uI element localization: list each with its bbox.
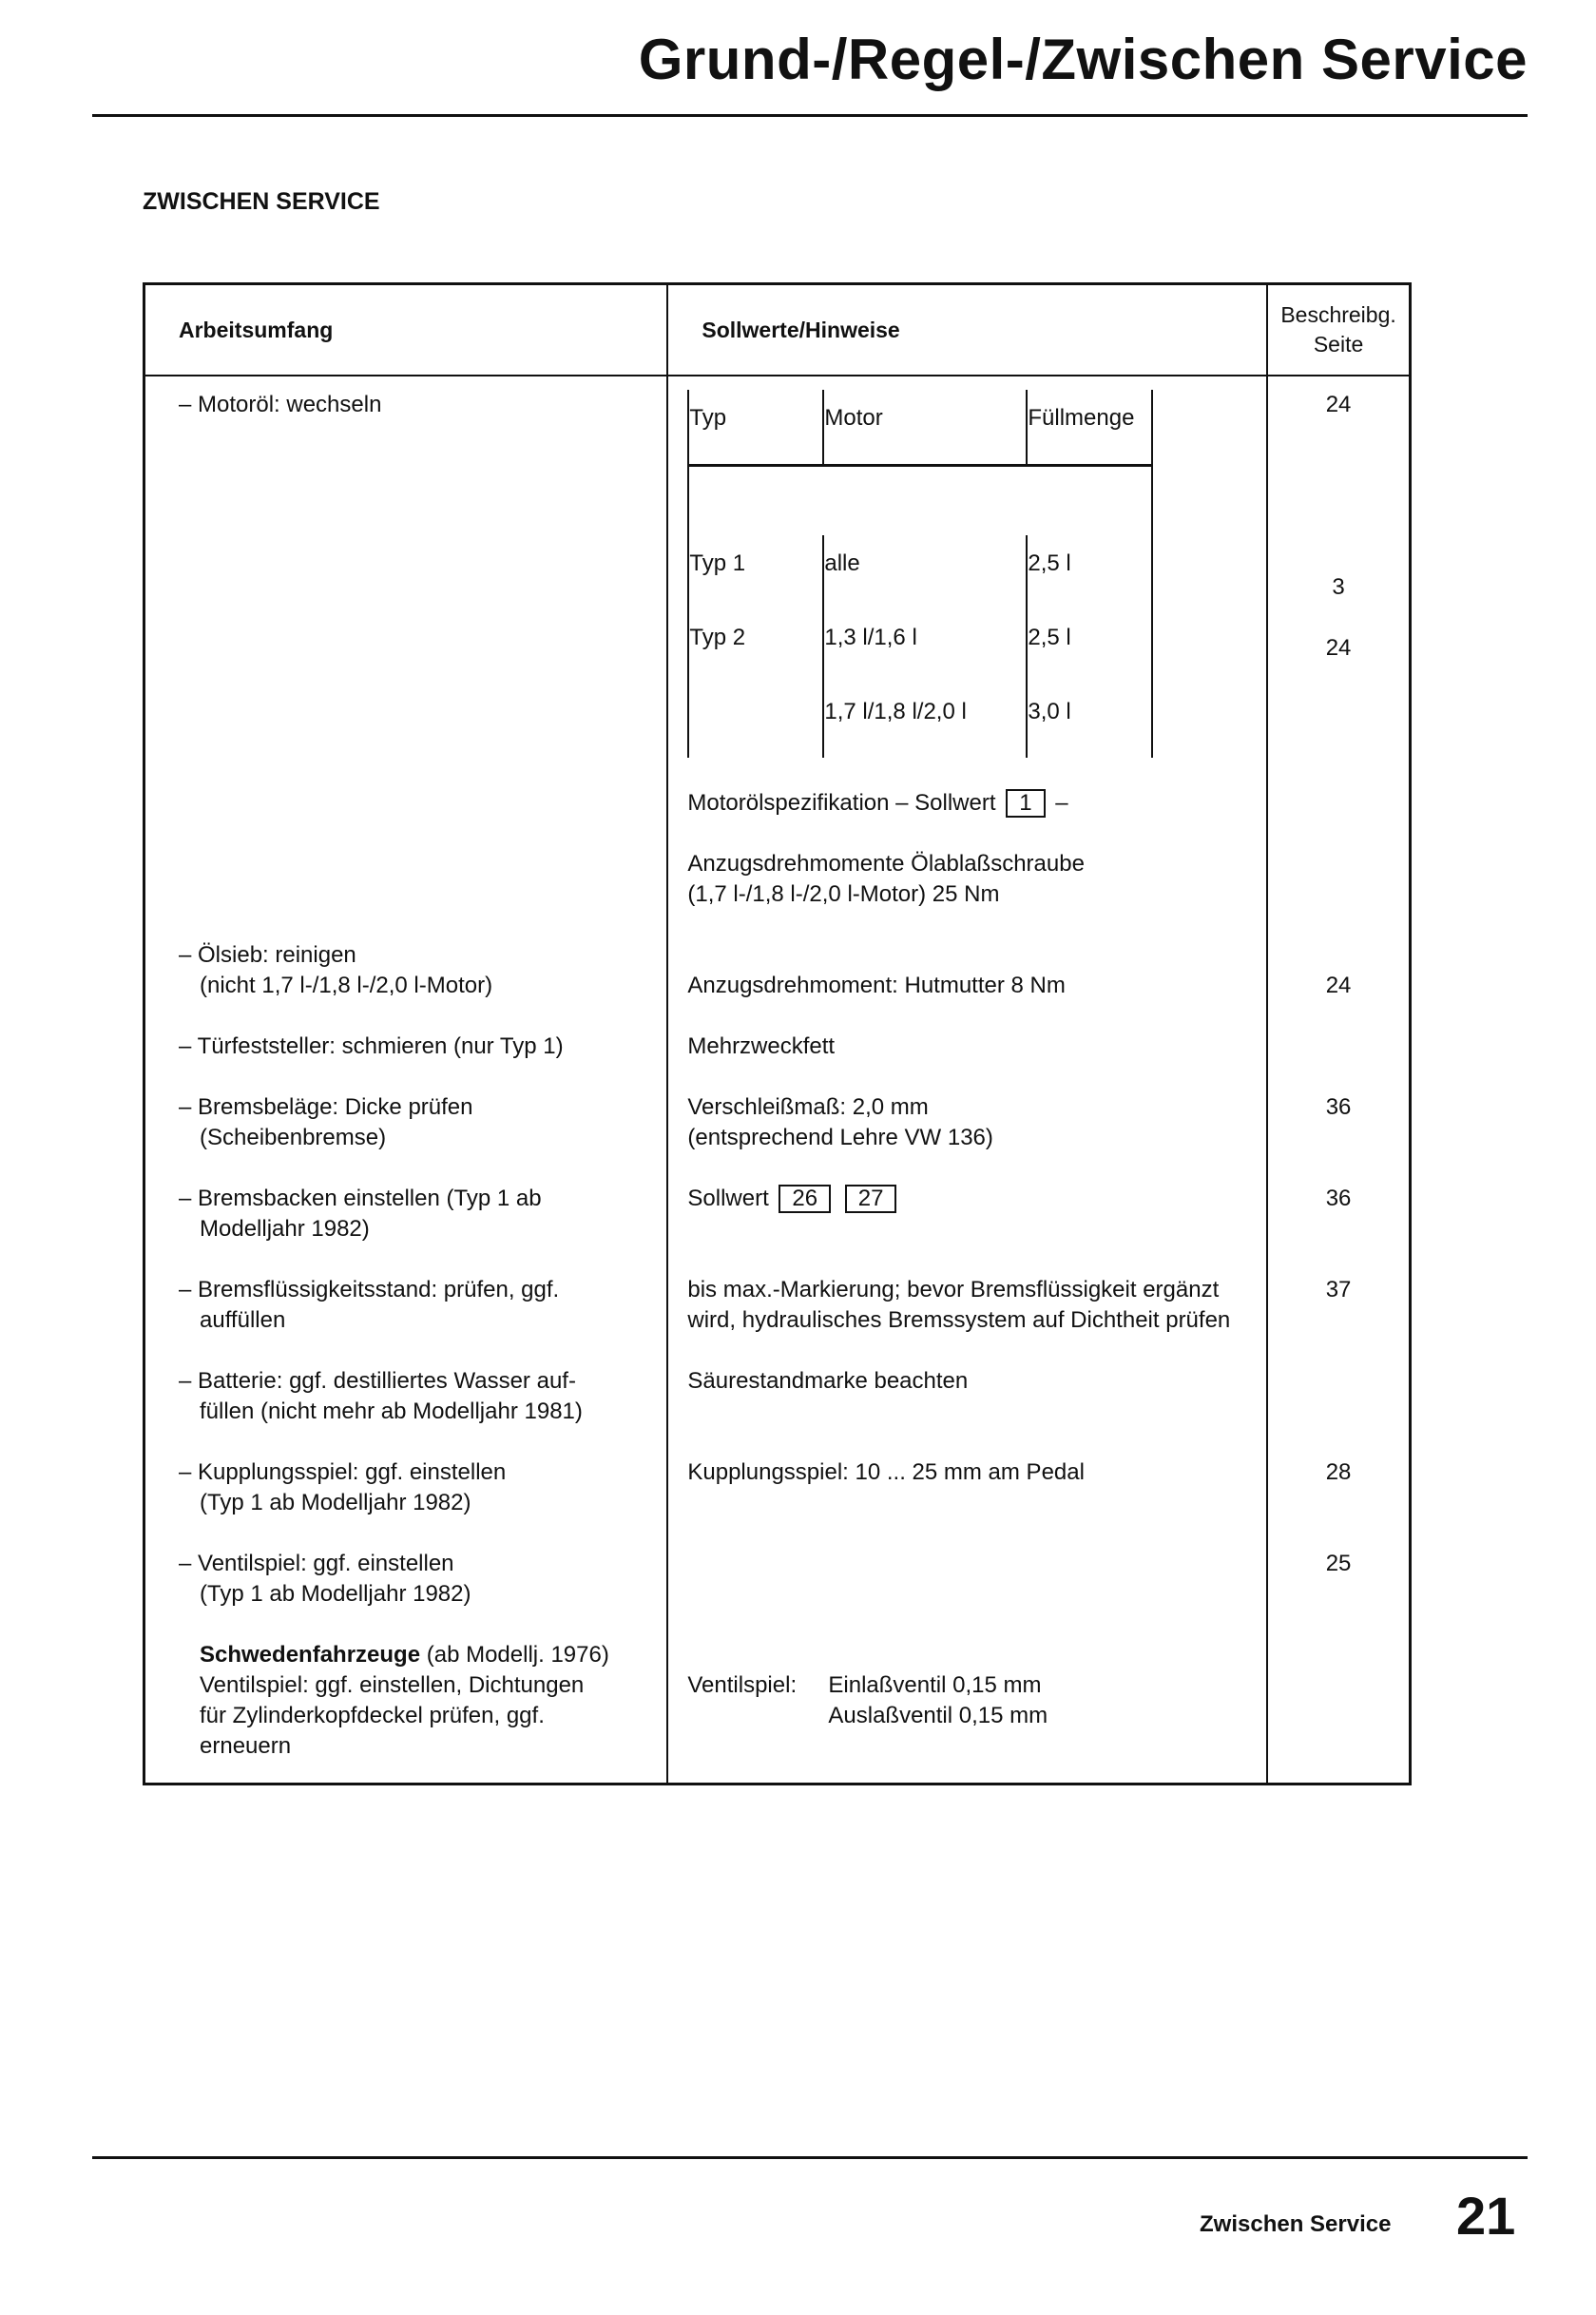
table-row-sweden (144, 1640, 1411, 1784)
table-row-sieve (144, 940, 1411, 1032)
fluid-spec-line1: bis max.-Markierung; bevor Bremsflüssigkeit ergänzt (687, 1277, 1220, 1302)
fluid-page-number: 37 (1325, 1277, 1352, 1302)
shoes-work (144, 1184, 668, 1275)
table-row-battery (144, 1366, 1411, 1457)
oil-row-typ (688, 684, 823, 758)
battery-work (144, 1366, 668, 1457)
oil-table-head (688, 390, 1152, 466)
pads-spec-line1: Verschleißmaß: 2,0 mm (687, 1094, 929, 1120)
sweden-work-bold: Schwedenfahrzeuge (200, 1642, 421, 1668)
sweden-work-rest: (ab Modellj. 1976) (420, 1642, 609, 1668)
page-title: Grund-/Regel-/Zwischen Service (638, 28, 1528, 91)
valve-page-number: 25 (1325, 1551, 1352, 1576)
header-spec: Sollwerte/Hinweise (667, 284, 1267, 376)
clutch-spec-text: Kupplungsspiel: 10 ... 25 mm am Pedal (687, 1459, 1085, 1485)
clutch-page (1267, 1457, 1410, 1549)
section-title: ZWISCHEN SERVICE (143, 188, 380, 215)
oil-torque-page: 24 (1325, 635, 1352, 661)
pads-work-line2: (Scheibenbremse) (200, 1125, 387, 1150)
oil-row-motor: 1,7 l/1,8 l/2,0 l (823, 684, 1027, 758)
oil-spec-page: 3 (1332, 574, 1345, 600)
sieve-spec-text: Anzugsdrehmoment: Hutmutter 8 Nm (687, 973, 1066, 998)
clutch-work-line2: (Typ 1 ab Modelljahr 1982) (200, 1490, 471, 1515)
oil-row-typ: Typ 1 (688, 535, 823, 609)
shoes-spec-box-1: 26 (779, 1185, 831, 1213)
sweden-work-line4: erneuern (200, 1733, 292, 1759)
fluid-spec-line2: wird, hydraulisches Bremssystem auf Dichtheit prüfen (687, 1307, 1231, 1333)
oil-torque (687, 849, 1262, 910)
shoes-work-line2: Modelljahr 1982) (200, 1216, 370, 1242)
pads-work (144, 1092, 668, 1184)
oil-row-menge: 3,0 l (1027, 684, 1152, 758)
sieve-work (144, 940, 668, 1032)
sweden-work (144, 1640, 668, 1784)
shoes-spec (667, 1184, 1267, 1275)
table-row-door (144, 1032, 1411, 1092)
door-work (144, 1032, 668, 1092)
battery-work-line1: – Batterie: ggf. destilliertes Wasser auf- (179, 1368, 576, 1394)
oil-row-menge: 2,5 l (1027, 609, 1152, 684)
oil-row-motor: 1,3 l/1,6 l (823, 609, 1027, 684)
fluid-work-line1: – Bremsflüssigkeitsstand: prüfen, ggf. (179, 1277, 560, 1302)
sweden-page (1267, 1640, 1410, 1784)
oil-spec-line (687, 788, 1262, 819)
shoes-page (1267, 1184, 1410, 1275)
door-spec (667, 1032, 1267, 1092)
oil-head-typ: Typ (688, 390, 823, 466)
fluid-work-line2: auffüllen (200, 1307, 286, 1333)
oil-row-motor: alle (823, 535, 1027, 609)
oil-head-motor: Motor (823, 390, 1027, 466)
footer-rule (92, 2156, 1528, 2159)
sweden-spec (667, 1640, 1267, 1784)
oil-row-typ: Typ 2 (688, 609, 823, 684)
clutch-page-number: 28 (1325, 1459, 1352, 1485)
sieve-page (1267, 940, 1410, 1032)
table-row-valve (144, 1549, 1411, 1640)
shoes-spec-text: Sollwert (687, 1186, 769, 1211)
oil-torque-line1: Anzugsdrehmomente Ölablaßschraube (687, 851, 1085, 877)
table-row-oil (144, 376, 1411, 940)
header-rule (92, 114, 1528, 117)
service-table (143, 282, 1412, 1785)
footer-label: Zwischen Service (1200, 2211, 1392, 2237)
pads-spec-line2: (entsprechend Lehre VW 136) (687, 1125, 993, 1150)
sweden-spec-line1: Einlaßventil 0,15 mm (828, 1672, 1042, 1698)
fluid-page (1267, 1275, 1410, 1366)
table-row-fluid (144, 1275, 1411, 1366)
sieve-spec (667, 940, 1267, 1032)
door-work-text: – Türfeststeller: schmieren (nur Typ 1) (179, 1033, 564, 1059)
header-page-line1: Beschreibg. (1280, 302, 1396, 327)
shoes-spec-box-2: 27 (845, 1185, 897, 1213)
pads-work-line1: – Bremsbeläge: Dicke prüfen (179, 1094, 473, 1120)
clutch-work (144, 1457, 668, 1549)
oil-row-menge: 2,5 l (1027, 535, 1152, 609)
table-row-clutch (144, 1457, 1411, 1549)
valve-work (144, 1549, 668, 1640)
oil-spec-text: Motorölspezifikation – Sollwert (687, 790, 996, 816)
oil-table-row (688, 684, 1152, 758)
battery-spec-text: Säurestandmarke beachten (687, 1368, 969, 1394)
oil-table-row (688, 609, 1152, 684)
shoes-page-number: 36 (1325, 1186, 1352, 1211)
fluid-work (144, 1275, 668, 1366)
sweden-spec-label: Ventilspiel: (687, 1672, 798, 1698)
oil-page-number: 24 (1325, 392, 1352, 417)
header-page (1267, 284, 1410, 376)
clutch-work-line1: – Kupplungsspiel: ggf. einstellen (179, 1459, 507, 1485)
table-header-row (144, 284, 1411, 376)
pads-spec (667, 1092, 1267, 1184)
door-page (1267, 1032, 1410, 1092)
oil-spec (667, 376, 1267, 940)
header-work: Arbeitsumfang (144, 284, 668, 376)
sweden-spec-line2: Auslaßventil 0,15 mm (828, 1703, 1048, 1728)
table-row-pads (144, 1092, 1411, 1184)
valve-work-line2: (Typ 1 ab Modelljahr 1982) (200, 1581, 471, 1607)
battery-spec (667, 1366, 1267, 1457)
oil-capacity-table (687, 390, 1153, 758)
fluid-spec (667, 1275, 1267, 1366)
door-spec-text: Mehrzweckfett (687, 1033, 836, 1059)
oil-table-row (688, 535, 1152, 609)
sweden-work-line3: für Zylinderkopfdeckel prüfen, ggf. (200, 1703, 545, 1728)
battery-page (1267, 1366, 1410, 1457)
oil-spec-suffix: – (1055, 790, 1068, 816)
valve-spec (667, 1549, 1267, 1640)
clutch-spec (667, 1457, 1267, 1549)
oil-work-text: – Motoröl: wechseln (179, 392, 382, 417)
oil-head-menge: Füllmenge (1027, 390, 1152, 466)
oil-page (1267, 376, 1410, 940)
oil-torque-line2: (1,7 l-/1,8 l-/2,0 l-Motor) 25 Nm (687, 881, 1000, 907)
valve-page (1267, 1549, 1410, 1640)
sieve-work-line2: (nicht 1,7 l-/1,8 l-/2,0 l-Motor) (200, 973, 493, 998)
sieve-page-number: 24 (1325, 973, 1352, 998)
pads-page-number: 36 (1325, 1094, 1352, 1120)
oil-spec-box: 1 (1006, 789, 1045, 818)
table-row-shoes (144, 1184, 1411, 1275)
shoes-work-line1: – Bremsbacken einstellen (Typ 1 ab (179, 1186, 542, 1211)
oil-work (144, 376, 668, 940)
sweden-work-line2: Ventilspiel: ggf. einstellen, Dichtungen (200, 1672, 585, 1698)
header-page-line2: Seite (1313, 332, 1364, 357)
pads-page (1267, 1092, 1410, 1184)
sieve-work-line1: – Ölsieb: reinigen (179, 942, 356, 968)
page-number: 21 (1456, 2186, 1516, 2246)
battery-work-line2: füllen (nicht mehr ab Modelljahr 1981) (200, 1399, 583, 1424)
valve-work-line1: – Ventilspiel: ggf. einstellen (179, 1551, 454, 1576)
